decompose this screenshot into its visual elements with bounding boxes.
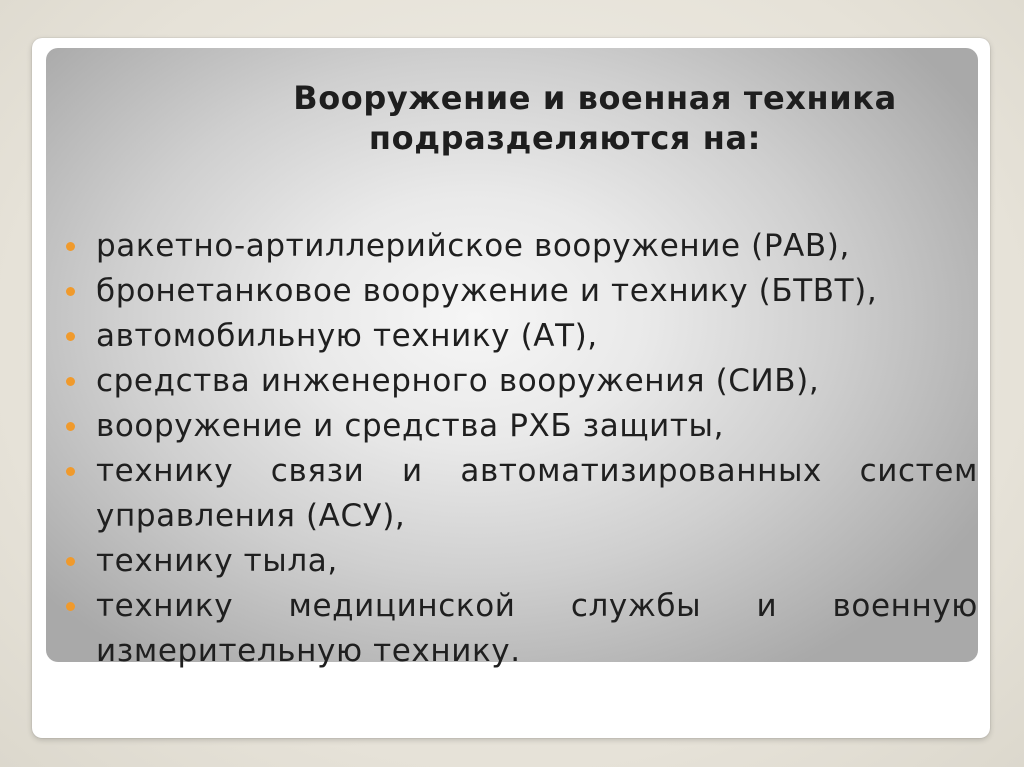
bullet-dot-icon: [66, 287, 75, 296]
bullet-list: [64, 224, 978, 674]
bullet-dot-icon: [66, 377, 75, 386]
list-item: [64, 584, 978, 674]
list-item: [64, 269, 978, 314]
title-line-1: Вооружение и военная техника: [293, 79, 897, 117]
list-item: [64, 449, 978, 539]
bullet-dot-icon: [66, 242, 75, 251]
list-item-text: автомобильную технику (АТ),: [96, 318, 598, 354]
bullet-dot-icon: [66, 557, 75, 566]
list-item: [64, 314, 978, 359]
list-item-text: технику связи и автоматизированных систем управления (АСУ),: [96, 453, 978, 534]
bullet-dot-icon: [66, 422, 75, 431]
slide-title: [60, 78, 1024, 158]
list-item-text: ракетно-артиллерийское вооружение (РАВ),: [96, 228, 850, 264]
list-item: [64, 539, 978, 584]
list-item-text: средства инженерного вооружения (СИВ),: [96, 363, 820, 399]
list-item-text: вооружение и средства РХБ защиты,: [96, 408, 725, 444]
list-item-text: технику медицинской службы и военную измерительную технику.: [96, 588, 978, 669]
bullet-dot-icon: [66, 467, 75, 476]
list-item: [64, 404, 978, 449]
bullet-dot-icon: [66, 602, 75, 611]
list-item-text: технику тыла,: [96, 543, 338, 579]
list-item-text: бронетанковое вооружение и технику (БТВТ),: [96, 273, 878, 309]
title-line-2: подразделяются на:: [368, 119, 762, 157]
bullet-dot-icon: [66, 332, 75, 341]
list-item: [64, 224, 978, 269]
list-item: [64, 359, 978, 404]
